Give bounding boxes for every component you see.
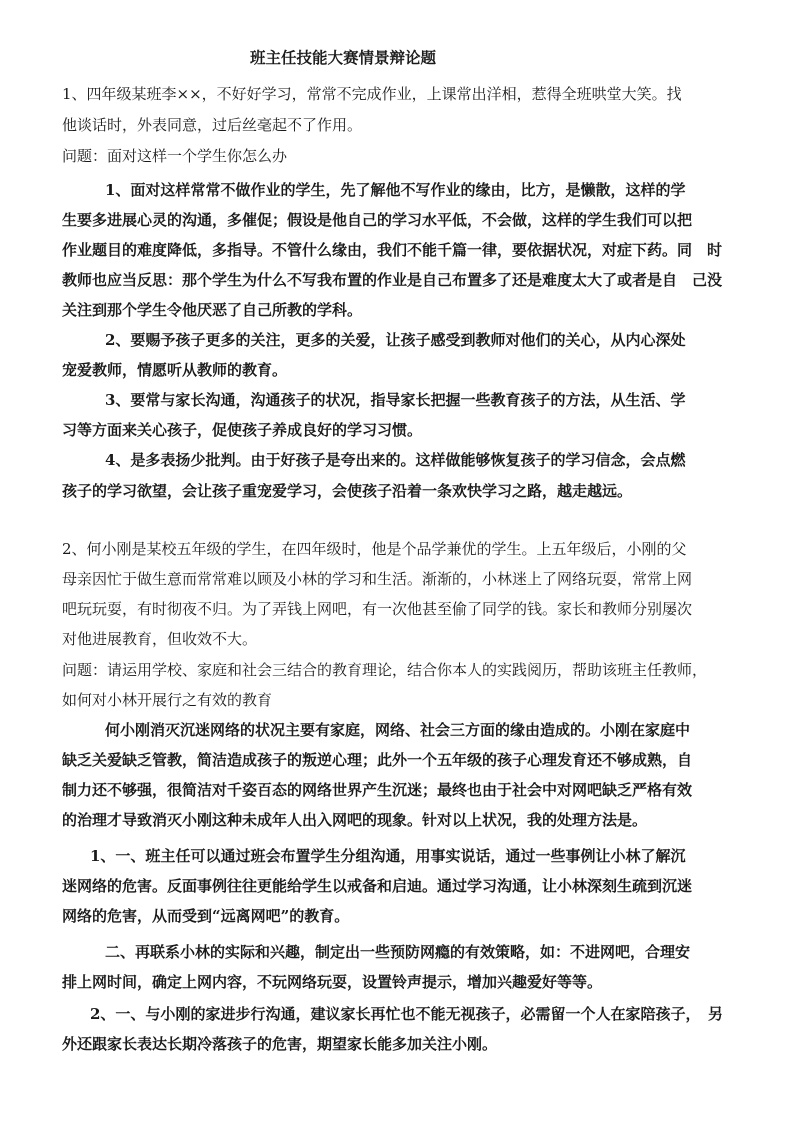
case2-line-1: 2、何小刚是某校五年级的学生，在四年级时，他是个品学兼优的学生。上五年级后，小刚的父 [62, 540, 687, 558]
answer1-line-11: 孩子的学习欲望，会让孩子重宠爱学习，会使孩子沿着一条欢快学习之路，越走越远。 [62, 482, 633, 500]
answer1-line-4: 教师也应当反思：那个学生为什么不写我布置的作业是自己布置多了还是难度太大了或者是自 己没 [62, 271, 723, 289]
answer2-line-9: 排上网时间，确定上网内容，不玩网络玩耍，设置铃声提示，增加兴趣爱好等等。 [62, 973, 603, 991]
answer1-line-7: 宠爱教师，情愿听从教师的教育。 [62, 361, 288, 379]
answer2-line-6: 迷网络的危害。反面事例往往更能给学生以戒备和启迪。通过学习沟通，让小林深刻生疏到沉迷 [62, 877, 693, 895]
case1-line-1: 1、四年级某班李××，不好好学习，常常不完成作业，上课常出洋相，惹得全班哄堂大笑。找 [62, 85, 682, 103]
case1-line-2: 他谈话时，外表同意，过后丝毫起不了作用。 [62, 116, 363, 134]
question1: 问题：面对这样一个学生你怎么办 [62, 147, 288, 165]
answer2-line-5: 1、一、班主任可以通过班会布置学生分组沟通，用事实说话，通过一些事例让小林了解沉 [90, 847, 686, 865]
answer2-line-4: 的治理才导致消灭小刚这种未成年人出入网吧的现象。针对以上状况，我的处理方法是。 [62, 811, 648, 829]
answer2-line-7: 网络的危害，从而受到“远离网吧”的教育。 [62, 907, 350, 925]
answer2-line-1: 何小刚消灭沉迷网络的状况主要有家庭，网络、社会三方面的缘由造成的。小刚在家庭中 [105, 721, 691, 739]
answer2-line-10: 2、一、与小刚的家进步行沟通，建议家长再忙也不能无视孩子，必需留一个人在家陪孩子， 另 [90, 1005, 723, 1023]
answer2-line-3: 制力还不够强，很简洁对千姿百态的网络世界产生沉迷；最终也由于社会中对网吧缺乏严格有效 [62, 781, 693, 799]
answer1-line-8: 3、要常与家长沟通，沟通孩子的状况，指导家长把握一些教育孩子的方法，从生活、学 [105, 391, 686, 409]
answer1-line-6: 2、要赐予孩子更多的关注，更多的关爱，让孩子感受到教师对他们的关心，从内心深处 [105, 331, 686, 349]
answer2-line-11: 外还跟家长表达长期冷落孩子的危害，期望家长能多加关注小刚。 [62, 1035, 498, 1053]
answer1-line-10: 4、是多表扬少批判。由于好孩子是夸出来的。这样做能够恢复孩子的学习信念，会点燃 [105, 451, 686, 469]
doc-title: 班主任技能大赛情景辩论题 [250, 48, 437, 67]
case2-line-4: 对他进展教育，但收效不大。 [62, 630, 258, 648]
question2-line-1: 问题：请运用学校、家庭和社会三结合的教育理论，结合你本人的实践阅历，帮助该班主任教师， [62, 661, 708, 679]
answer1-line-9: 习等方面来关心孩子，促使孩子养成良好的学习习惯。 [62, 421, 423, 439]
case2-line-2: 母亲因忙于做生意而常常难以顾及小林的学习和生活。渐渐的，小林迷上了网络玩耍，常常上网 [62, 570, 693, 588]
answer2-line-8: 二、再联系小林的实际和兴趣，制定出一些预防网瘾的有效策略，如：不进网吧，合理安 [105, 943, 691, 961]
answer1-line-1: 1、面对这样常常不做作业的学生，先了解他不写作业的缘由，比方，是懒散，这样的学 [105, 181, 686, 199]
answer1-line-5: 关注到那个学生令他厌恶了自己所教的学科。 [62, 301, 363, 319]
question2-line-2: 如何对小林开展行之有效的教育 [62, 691, 273, 709]
answer1-line-2: 生要多进展心灵的沟通，多催促；假设是他自己的学习水平低，不会做，这样的学生我们可以把 [62, 211, 693, 229]
answer1-line-3: 作业题目的难度降低，多指导。不管什么缘由，我们不能千篇一律，要依据状况，对症下药。同 时 [62, 241, 723, 259]
answer2-line-2: 缺乏关爱缺乏管教，简洁造成孩子的叛逆心理；此外一个五年级的孩子心理发育还不够成熟，自 [62, 751, 693, 769]
case2-line-3: 吧玩玩耍，有时彻夜不归。为了弄钱上网吧，有一次他甚至偷了同学的钱。家长和教师分别屡次 [62, 600, 693, 618]
